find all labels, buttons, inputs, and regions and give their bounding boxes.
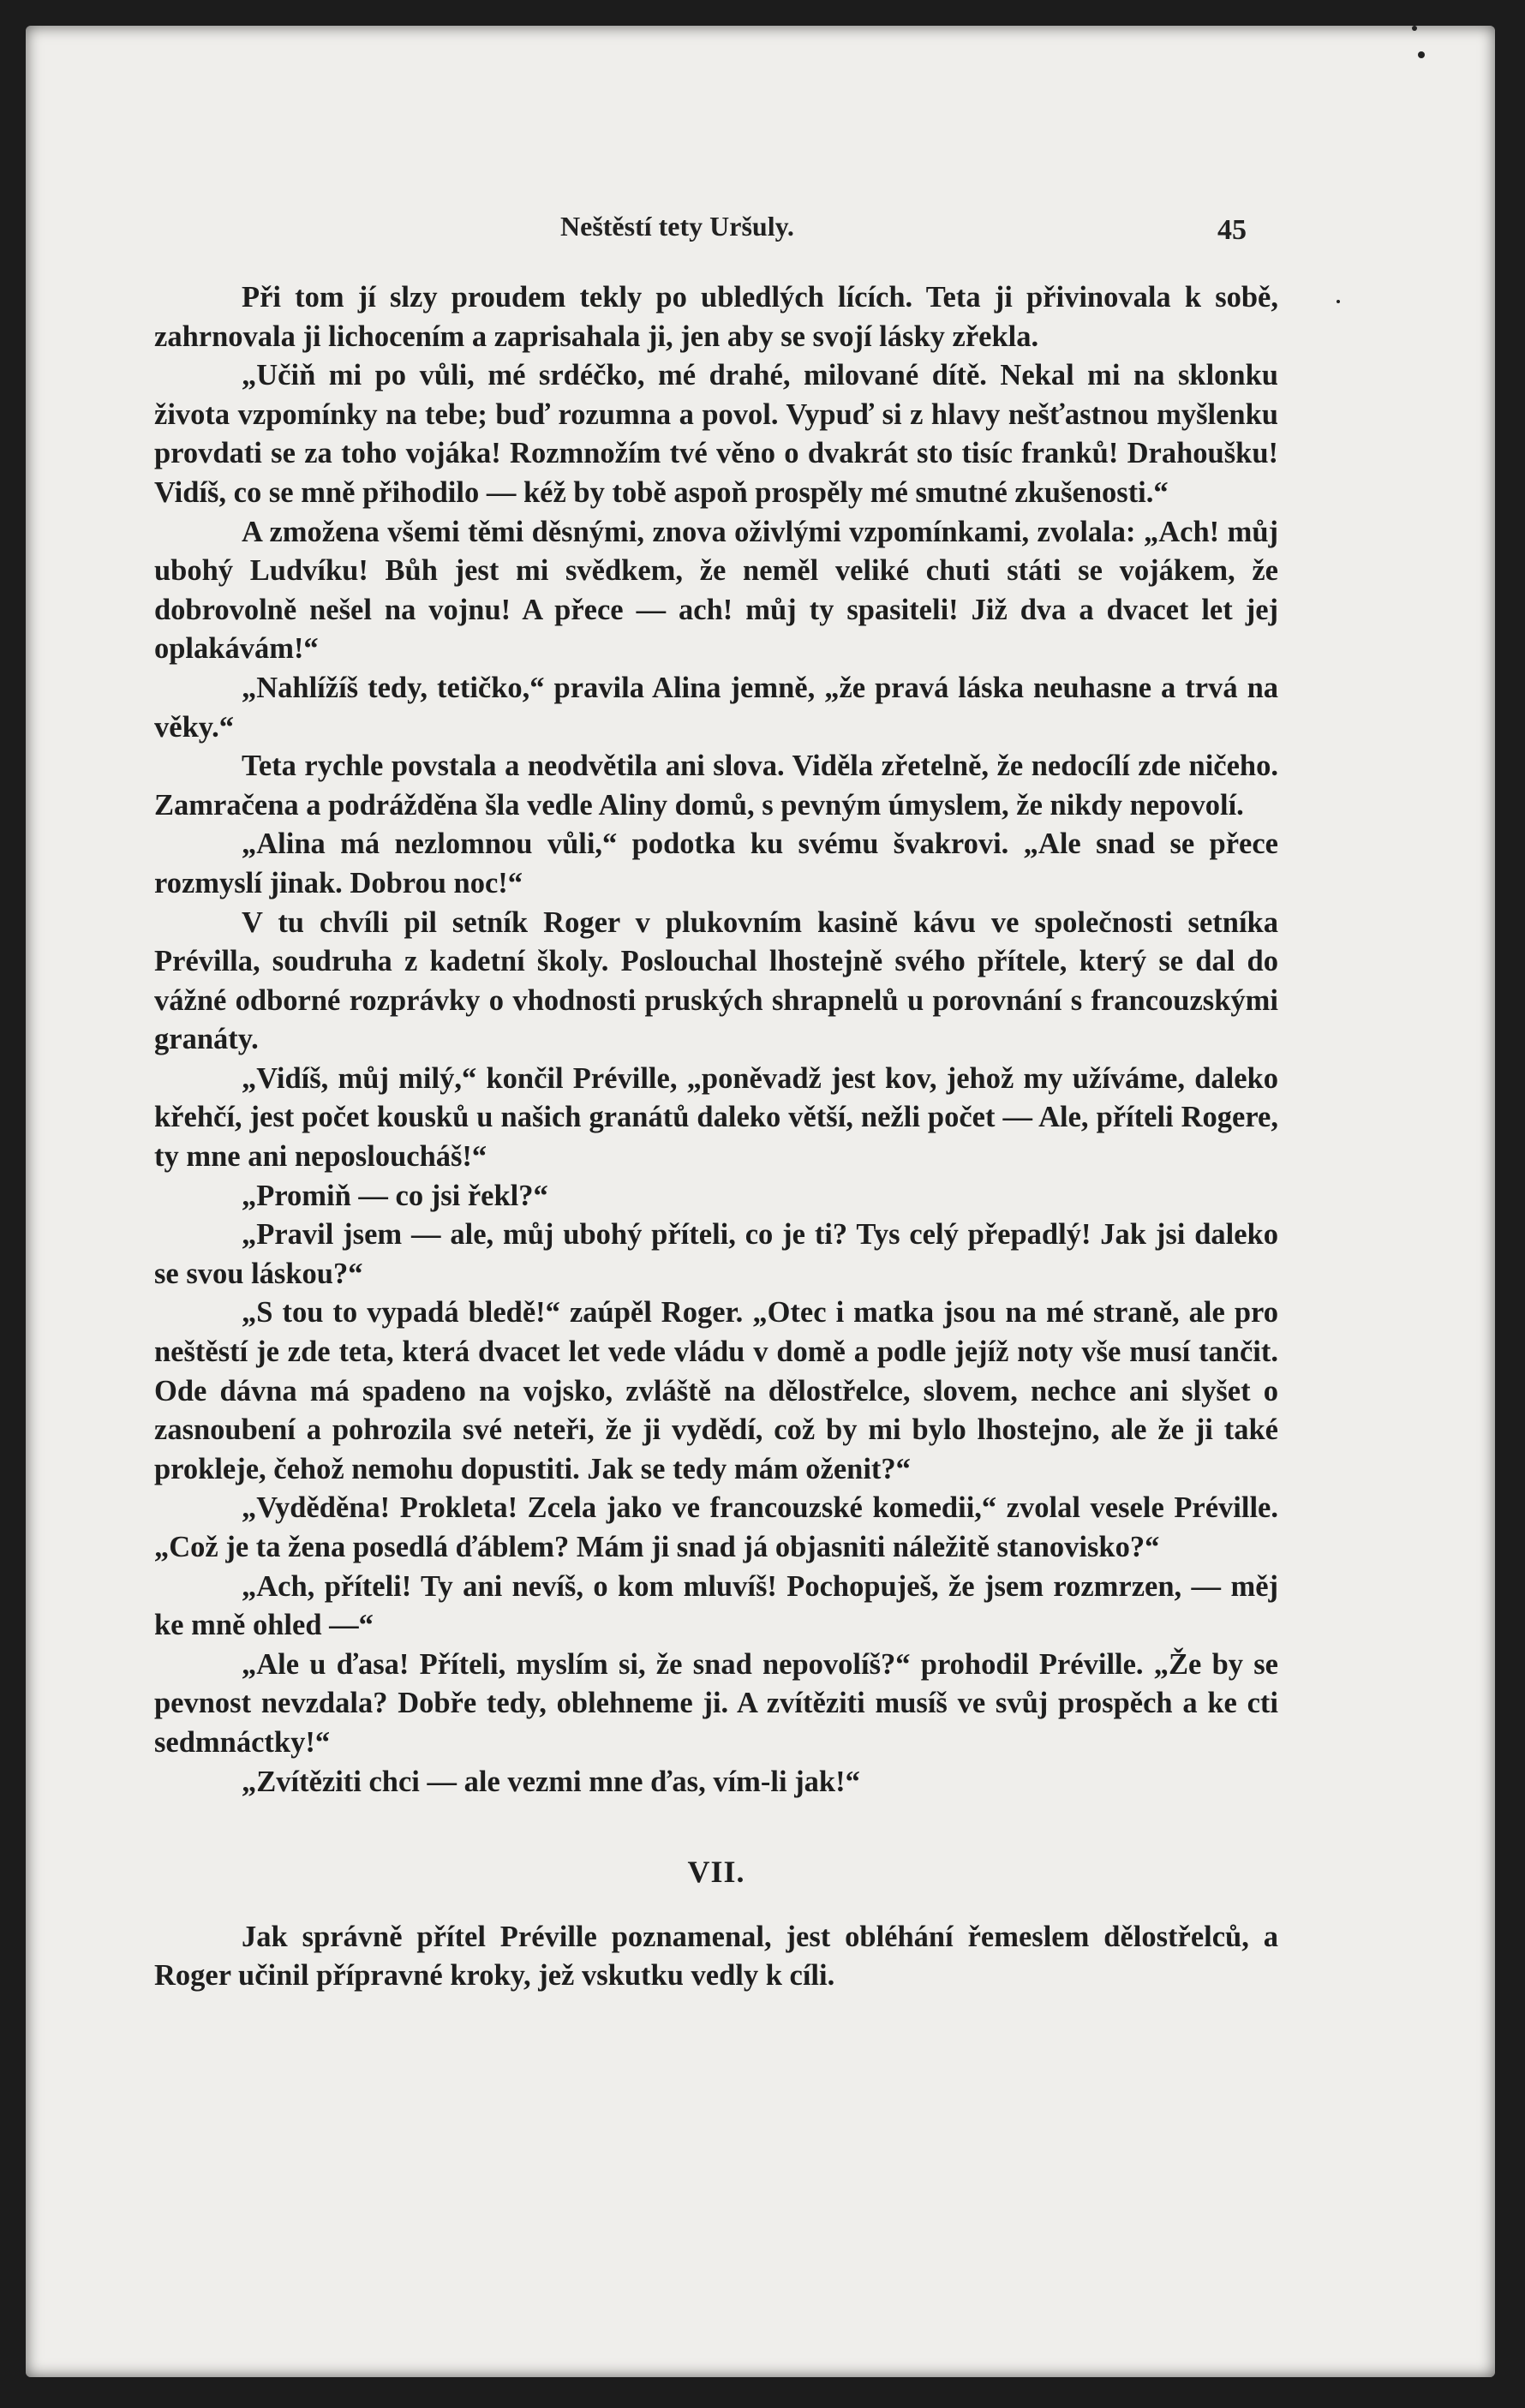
paragraph: V tu chvíli pil setník Roger v plukovním kasině kávu ve společnosti setníka Prévilla, soudruha z kadetní školy. Poslouchal lhostejně svého přítele, který se dal do vážné odborné rozprávky o vhodnosti pruských shrapnelů u porovnání s francouzskými granáty. [154,905,1278,1056]
paragraph: „Ale u ďasa! Příteli, myslím si, že snad nepovolíš?“ prohodil Préville. „Že by se pevnost nevzdala? Dobře tedy, oblehneme ji. A zvítěziti musíš ve svůj prospěch a ke cti sedmnáctky!“ [154,1647,1278,1759]
paragraph: „Vyděděna! Prokleta! Zcela jako ve francouzské komedii,“ zvolal vesele Préville. „Což je ta žena posedlá ďáblem? Mám ji snad já objasniti náležitě stanovisko?“ [154,1491,1278,1563]
paragraph: „Nahlížíš tedy, tetičko,“ pravila Alina jemně, „že pravá láska neuhasne a trvá na věky.“ [154,671,1278,744]
running-title: Neštěstí tety Uršuly. [560,211,794,242]
paragraph: „Pravil jsem — ale, můj ubohý příteli, co je ti? Tys celý přepadlý! Jak jsi daleko se svou láskou?“ [154,1218,1278,1290]
paragraph: Jak správně přítel Préville poznamenal, jest obléhání řemeslem dělostřelců, a Roger učinil přípravné kroky, jež vskutku vedly k cíli. [154,1920,1278,1993]
paragraph: „Promiň — co jsi řekl?“ [242,1179,548,1212]
ink-speck [1337,300,1340,303]
book-page [26,26,1495,2377]
chapter-heading: VII. [687,1855,745,1890]
paragraph: Teta rychle povstala a neodvětila ani slova. Viděla zřetelně, že nedocílí zde ničeho. Zamračena a podrážděna šla vedle Aliny domů, s pevným úmyslem, že nikdy nepovolí. [154,750,1278,822]
paragraph: Při tom jí slzy proudem tekly po ubledlých lících. Teta ji přivinovala k sobě, zahrnovala ji lichocením a zaprisahala ji, jen aby se svojí lásky zřekla. [154,281,1278,353]
paragraph: „Zvítěziti chci — ale vezmi mne ďas, vím-li jak!“ [242,1765,860,1798]
page-number: 45 [1217,214,1247,246]
page-header [26,188,1495,246]
paragraph: „Vidíš, můj milý,“ končil Préville, „poněvadž jest kov, jehož my užíváme, daleko křehčí, jest počet kousků u našich granátů daleko větší, nežli počet — Ale, příteli Rogere, ty mne ani neposloucháš!“ [154,1061,1278,1174]
paragraph: „Učiň mi po vůli, mé srdéčko, mé drahé, milované dítě. Nekal mi na sklonku života vzpomínky na tebe; buď rozumna a povol. Vypuď si z hlavy nešťastnou myšlenku provdati se za toho vojáka! Rozmnožím tvé věno o dvakrát sto tisíc franků! Drahoušku! Vidíš, co se mně přihodilo — kéž by tobě aspoň prospěly mé smutné zkušenosti.“ [154,359,1278,509]
paragraph: A zmožena všemi těmi děsnými, znova oživlými vzpomínkami, zvolala: „Ach! můj ubohý Ludvíku! Bůh jest mi svědkem, že neměl veliké chuti státi se vojákem, že dobrovolně nešel na vojnu! A přece — ach! můj ty spasiteli! Již dva a dvacet let jej oplakávám!“ [154,515,1278,666]
paragraph: „S tou to vypadá bledě!“ zaúpěl Roger. „Otec i matka jsou na mé straně, ale pro neštěstí je zde teta, která dvacet let vede vládu v domě a podle jejíž noty vše musí tančit. Ode dávna má spadeno na vojsko, zvláště na dělostřelce, slovem, nechce ani slyšet o zasnoubení a pohrozila své neteři, že ji vydědí, což by mi bylo lhostejno, ale že ji také prokleje, čehož nemohu dopustiti. Jak se tedy mám oženit?“ [154,1296,1278,1485]
body-text [154,278,1278,1996]
paragraph: „Alina má nezlomnou vůli,“ podotka ku svému švakrovi. „Ale snad se přece rozmyslí jinak. Dobrou noc!“ [154,828,1278,899]
ink-speck [1418,51,1425,58]
paragraph: „Ach, příteli! Ty ani nevíš, o kom mluvíš! Pochopuješ, že jsem rozmrzen, — měj ke mně ohled —“ [154,1569,1278,1642]
ink-speck [1412,26,1417,31]
